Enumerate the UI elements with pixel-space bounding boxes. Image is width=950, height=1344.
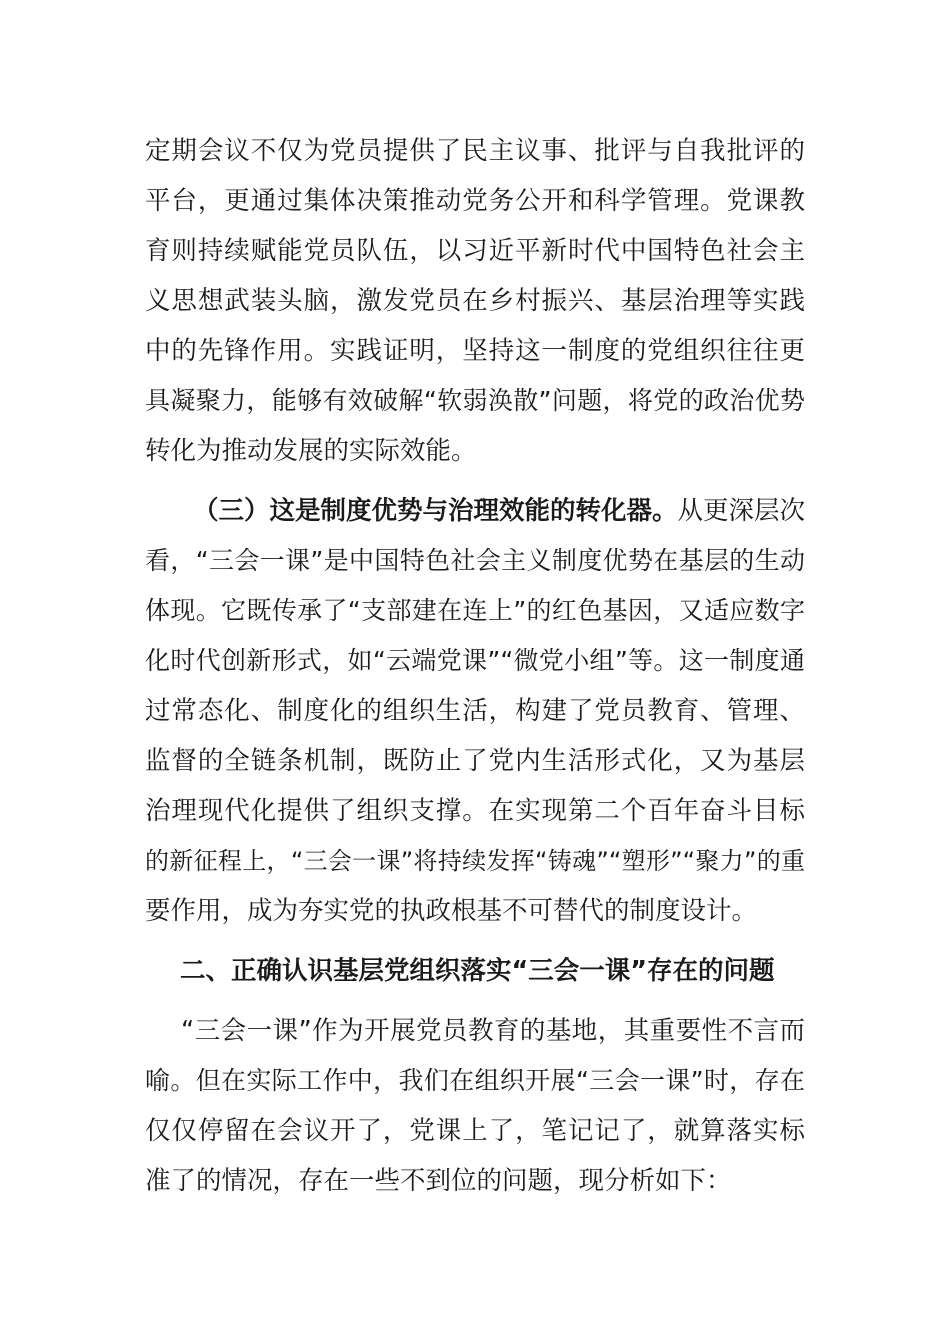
paragraph-3-line-1: “三会一课”作为开展党员教育的基地，其重要性不言而 — [181, 1016, 805, 1046]
paragraph-1-line-3: 育则持续赋能党员队伍，以习近平新时代中国特色社会主 — [145, 236, 805, 266]
paragraph-2-line-3: 体现。它既传承了“支部建在连上”的红色基因，又适应数字 — [145, 596, 805, 625]
paragraph-1-line-1: 定期会议不仅为党员提供了民主议事、批评与自我批评的 — [145, 136, 805, 166]
paragraph-2-lead-bold: （三）这是制度优势与治理效能的转化器。 — [193, 496, 678, 526]
paragraph-1-line-2: 平台，更通过集体决策推动党务公开和科学管理。党课教 — [145, 186, 805, 216]
paragraph-1-line-4: 义思想武装头脑，激发党员在乡村振兴、基层治理等实践 — [145, 286, 805, 316]
paragraph-3-line-2: 喻。但在实际工作中，我们在组织开展“三会一课”时，存在 — [145, 1066, 805, 1095]
section-heading: 二、正确认识基层党组织落实“三会一课”存在的问题 — [180, 956, 775, 986]
paragraph-2-line-4: 化时代创新形式，如“云端党课”“微党小组”等。这一制度通 — [145, 646, 805, 675]
paragraph-1-line-6: 具凝聚力，能够有效破解“软弱涣散”问题，将党的政治优势 — [145, 386, 805, 415]
paragraph-2-line-9: 要作用，成为夯实党的执政根基不可替代的制度设计。 — [145, 896, 758, 926]
paragraph-2-line-6: 监督的全链条机制，既防止了党内生活形式化，又为基层 — [145, 746, 805, 776]
paragraph-2-line-7: 治理现代化提供了组织支撑。在实现第二个百年奋斗目标 — [145, 796, 805, 826]
paragraph-3-line-3: 仅仅停留在会议开了，党课上了，笔记记了，就算落实标 — [145, 1116, 805, 1146]
paragraph-1-line-5: 中的先锋作用。实践证明，坚持这一制度的党组织往往更 — [145, 336, 805, 366]
paragraph-2-line-8: 的新征程上，“三会一课”将持续发挥“铸魂”“塑形”“聚力”的重 — [145, 847, 805, 875]
paragraph-1-line-7: 转化为推动发展的实际效能。 — [145, 436, 477, 466]
paragraph-2-lead-rest: 从更深层次 — [677, 496, 805, 526]
paragraph-2-line-1 — [193, 491, 805, 531]
paragraph-2-line-5: 过常态化、制度化的组织生活，构建了党员教育、管理、 — [145, 696, 805, 726]
paragraph-3-line-4: 准了的情况，存在一些不到位的问题，现分析如下： — [145, 1166, 732, 1196]
paragraph-2-line-2: 看，“三会一课”是中国特色社会主义制度优势在基层的生动 — [145, 546, 805, 575]
